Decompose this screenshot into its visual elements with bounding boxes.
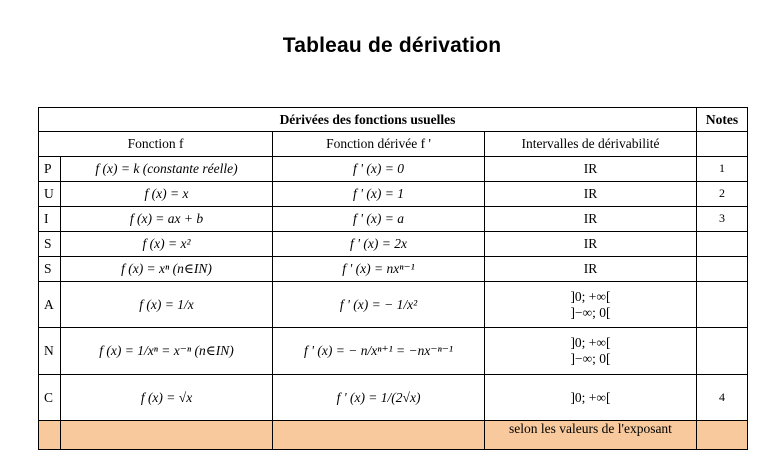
col-header-notes-empty	[697, 132, 748, 157]
col-header-intervals: Intervalles de dérivabilité	[485, 132, 697, 157]
table-row	[39, 328, 748, 375]
note-cell: 1	[697, 157, 748, 182]
row-letter: S	[39, 257, 61, 282]
function-cell: f (x) = ax + b	[61, 207, 273, 232]
interval-cell: IR	[485, 232, 697, 257]
note-cell: 3	[697, 207, 748, 232]
row-letter: A	[39, 282, 61, 328]
derivative-cell-empty	[273, 421, 485, 450]
notes-header: Notes	[697, 108, 748, 132]
row-letter: U	[39, 182, 61, 207]
derivative-cell: f ' (x) = − 1/x²	[273, 282, 485, 328]
page-title: Tableau de dérivation	[282, 34, 502, 57]
row-letter: N	[39, 328, 61, 375]
derivative-cell: f ' (x) = − n/xⁿ⁺¹ = −nx⁻ⁿ⁻¹	[273, 328, 485, 375]
interval-line: ]0; +∞[	[570, 335, 611, 350]
table-row	[39, 157, 748, 182]
row-letter: S	[39, 232, 61, 257]
table-main-header: Dérivées des fonctions usuelles	[39, 108, 697, 132]
note-cell	[697, 257, 748, 282]
interval-line: ]0; +∞[	[570, 288, 611, 304]
column-header-row	[39, 132, 748, 157]
table-row	[39, 257, 748, 282]
table-row	[39, 375, 748, 421]
row-letter: C	[39, 375, 61, 421]
interval-cell	[485, 282, 697, 328]
function-cell: f (x) = x²	[61, 232, 273, 257]
interval-cell: IR	[485, 257, 697, 282]
note-cell	[697, 282, 748, 328]
derivative-cell: f ' (x) = 0	[273, 157, 485, 182]
derivative-cell: f ' (x) = 1/(2√x)	[273, 375, 485, 421]
derivative-cell: f ' (x) = nxⁿ⁻¹	[273, 257, 485, 282]
function-cell: f (x) = k (constante réelle)	[61, 157, 273, 182]
table-row	[39, 182, 748, 207]
table-row	[39, 232, 748, 257]
derivative-cell: f ' (x) = 2x	[273, 232, 485, 257]
function-cell: f (x) = √x	[61, 375, 273, 421]
interval-cell: IR	[485, 207, 697, 232]
derivative-cell: f ' (x) = 1	[273, 182, 485, 207]
interval-line: ]−∞; 0[	[570, 304, 611, 320]
function-cell: f (x) = 1/xⁿ = x⁻ⁿ (n∈IN)	[61, 328, 273, 375]
row-letter: I	[39, 207, 61, 232]
interval-cell: IR	[485, 182, 697, 207]
table-row	[39, 282, 748, 328]
note-cell: 4	[697, 375, 748, 421]
function-cell-empty	[61, 421, 273, 450]
interval-cell: ]0; +∞[	[485, 375, 697, 421]
row-letter-empty	[39, 421, 61, 450]
col-header-derivative: Fonction dérivée f '	[273, 132, 485, 157]
table-row-partial	[39, 421, 748, 450]
note-cell: 2	[697, 182, 748, 207]
note-cell-empty	[697, 421, 748, 450]
table-row	[39, 207, 748, 232]
col-header-function-label: Fonction f	[127, 136, 184, 152]
derivation-table	[38, 107, 748, 450]
table-header-row	[39, 108, 748, 132]
interval-cell	[485, 328, 697, 375]
function-cell: f (x) = 1/x	[61, 282, 273, 328]
function-cell: f (x) = xⁿ (n∈IN)	[61, 257, 273, 282]
row-letter: P	[39, 157, 61, 182]
col-header-function	[39, 132, 273, 157]
interval-cell: IR	[485, 157, 697, 182]
note-cell	[697, 232, 748, 257]
interval-line: ]−∞; 0[	[570, 351, 611, 366]
function-cell: f (x) = x	[61, 182, 273, 207]
note-cell	[697, 328, 748, 375]
interval-cell-partial: selon les valeurs de l'exposant	[485, 421, 697, 450]
derivative-cell: f ' (x) = a	[273, 207, 485, 232]
